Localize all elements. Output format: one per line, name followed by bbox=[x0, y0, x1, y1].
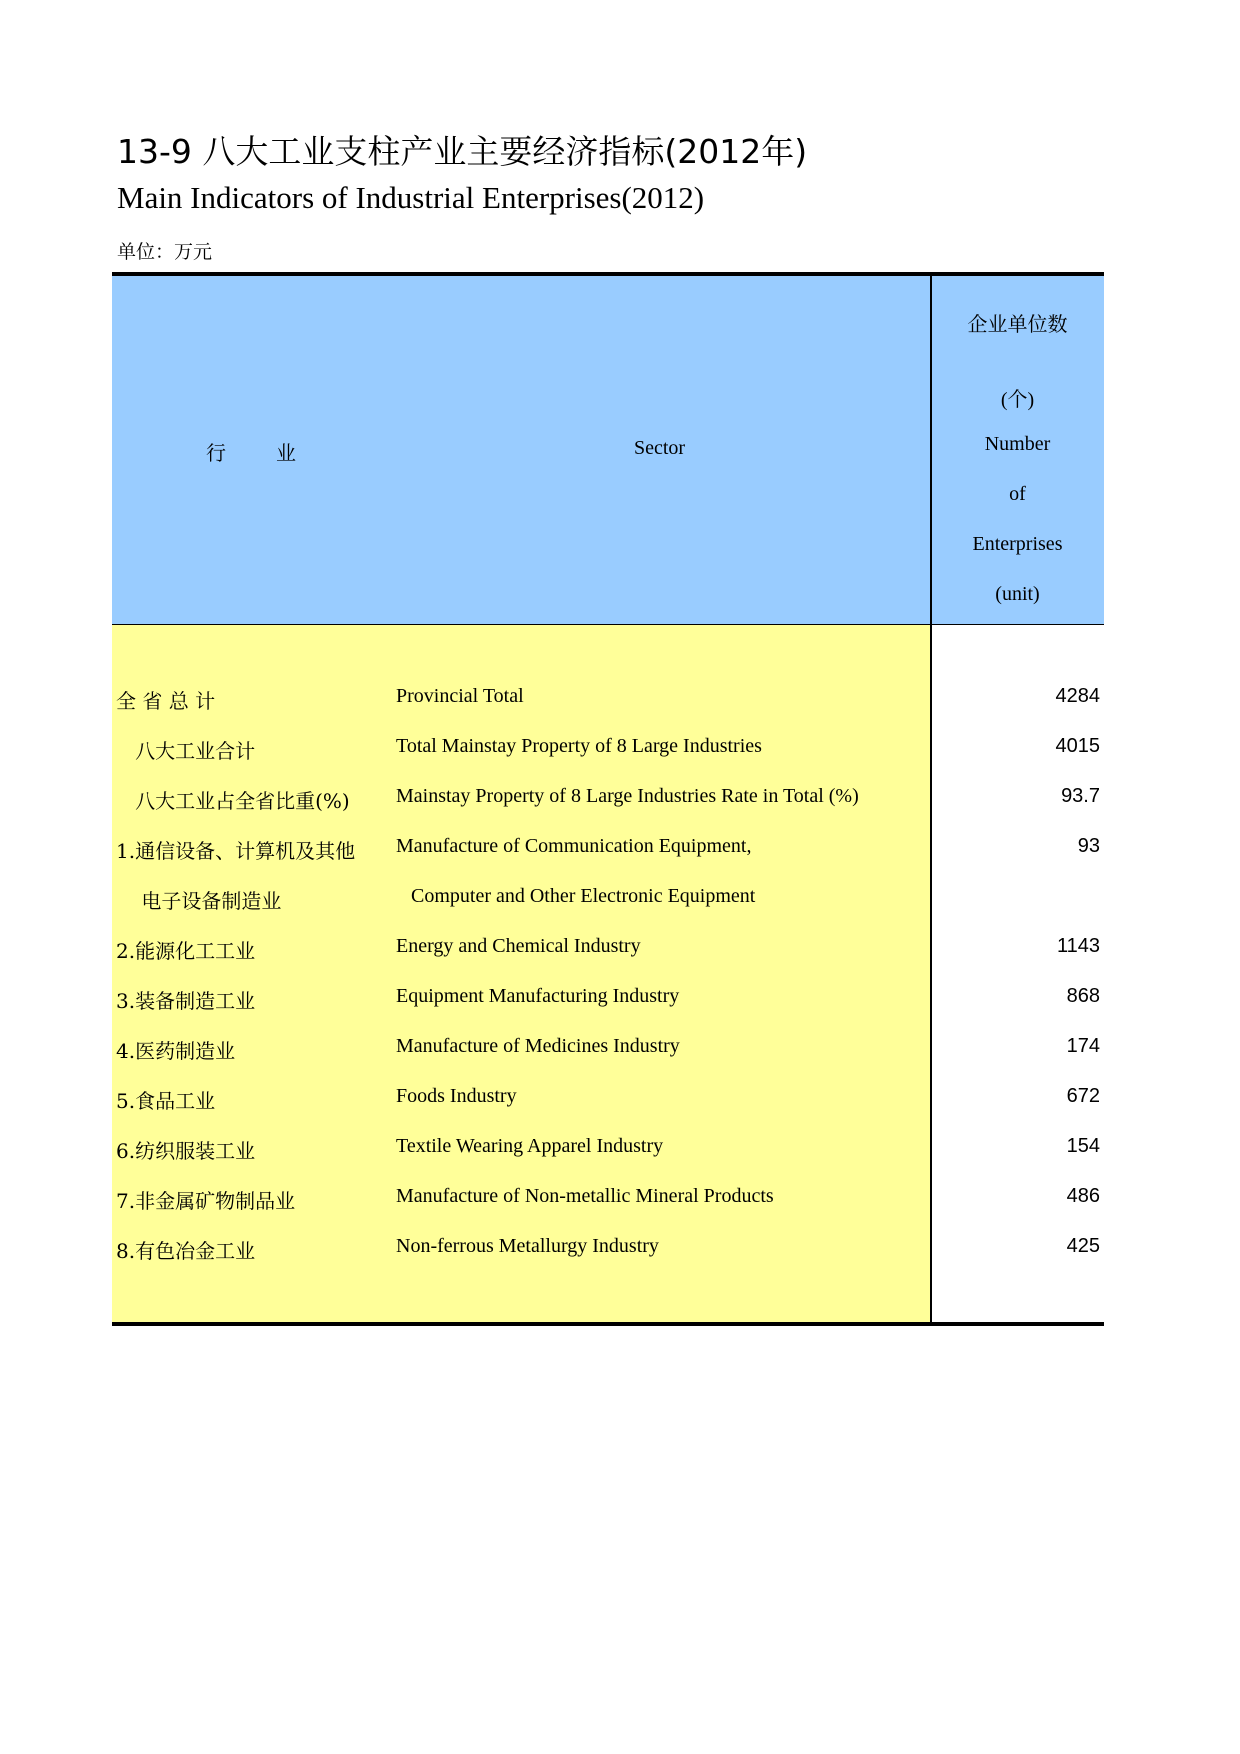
header-number-line: (unit) bbox=[995, 583, 1040, 605]
header-number-line: Enterprises bbox=[972, 533, 1063, 555]
row-enterprise-count: 486 bbox=[1066, 1185, 1100, 1207]
table-row bbox=[112, 1035, 1104, 1065]
table-row bbox=[112, 785, 1104, 815]
row-enterprise-count: 425 bbox=[1066, 1235, 1100, 1257]
row-enterprise-count: 4015 bbox=[1055, 735, 1100, 757]
row-sector-chinese: 6.纺织服装工业 bbox=[116, 1139, 256, 1163]
row-sector-chinese: 全 省 总 计 bbox=[116, 689, 216, 713]
row-enterprise-count: 4284 bbox=[1055, 685, 1100, 707]
row-enterprise-count: 1143 bbox=[1056, 935, 1100, 957]
table-row bbox=[112, 1185, 1104, 1215]
unit-label: 单位：万元 bbox=[117, 241, 213, 263]
row-sector-english: Equipment Manufacturing Industry bbox=[396, 985, 680, 1007]
row-sector-chinese: 八大工业合计 bbox=[116, 739, 256, 763]
header-number-line: 企业单位数 bbox=[967, 314, 1068, 336]
indicators-table bbox=[112, 272, 1104, 1326]
row-sector-english: Energy and Chemical Industry bbox=[396, 935, 641, 957]
row-sector-english: Manufacture of Medicines Industry bbox=[396, 1035, 680, 1057]
table-row bbox=[112, 885, 1104, 915]
row-sector-english: Manufacture of Non-metallic Mineral Products bbox=[396, 1185, 774, 1207]
table-row bbox=[112, 835, 1104, 865]
table-row bbox=[112, 735, 1104, 765]
page-title-english: Main Indicators of Industrial Enterprises(2012) bbox=[117, 180, 705, 215]
header-number-line: Number bbox=[984, 433, 1051, 455]
table-row bbox=[112, 935, 1104, 965]
table-bottom-rule bbox=[112, 1322, 1104, 1326]
table-body-shaded bbox=[112, 625, 930, 1322]
header-number-line: (个) bbox=[1000, 389, 1035, 411]
row-sector-english: Mainstay Property of 8 Large Industries Rate in Total (%) bbox=[396, 785, 859, 807]
table-row bbox=[112, 685, 1104, 715]
page-title-chinese: 13-9 八大工业支柱产业主要经济指标(2012年) bbox=[117, 132, 808, 171]
row-sector-english: Computer and Other Electronic Equipment bbox=[396, 885, 756, 907]
row-sector-english: Foods Industry bbox=[396, 1085, 517, 1107]
row-sector-chinese: 7.非金属矿物制品业 bbox=[116, 1189, 296, 1213]
row-sector-chinese: 八大工业占全省比重(%) bbox=[116, 789, 350, 813]
table-row bbox=[112, 1135, 1104, 1165]
row-sector-english: Non-ferrous Metallurgy Industry bbox=[396, 1235, 659, 1257]
row-enterprise-count: 93.7 bbox=[1061, 785, 1100, 807]
table-header-sector bbox=[112, 276, 930, 625]
row-sector-english: Textile Wearing Apparel Industry bbox=[396, 1135, 664, 1157]
header-sector-english: Sector bbox=[634, 437, 686, 459]
row-sector-chinese: 4.医药制造业 bbox=[116, 1039, 236, 1063]
header-number-line: of bbox=[1009, 483, 1026, 505]
row-sector-chinese: 2.能源化工工业 bbox=[116, 939, 256, 963]
row-sector-english: Manufacture of Communication Equipment, bbox=[396, 835, 752, 857]
table-row bbox=[112, 1235, 1104, 1265]
table-row bbox=[112, 985, 1104, 1015]
row-enterprise-count: 174 bbox=[1066, 1035, 1100, 1057]
row-sector-english: Provincial Total bbox=[396, 685, 524, 707]
row-enterprise-count: 154 bbox=[1066, 1135, 1100, 1157]
row-enterprise-count: 93 bbox=[1077, 835, 1100, 857]
header-sector-chinese: 行业 bbox=[206, 441, 346, 465]
row-enterprise-count: 868 bbox=[1066, 985, 1100, 1007]
table-row bbox=[112, 1085, 1104, 1115]
row-sector-chinese: 8.有色冶金工业 bbox=[116, 1239, 256, 1263]
row-sector-chinese: 3.装备制造工业 bbox=[116, 989, 256, 1013]
row-sector-english: Total Mainstay Property of 8 Large Industries bbox=[396, 735, 762, 757]
row-sector-chinese: 5.食品工业 bbox=[116, 1089, 216, 1113]
row-enterprise-count: 672 bbox=[1066, 1085, 1100, 1107]
row-sector-chinese: 1.通信设备、计算机及其他 bbox=[116, 839, 356, 863]
row-sector-chinese: 电子设备制造业 bbox=[116, 889, 282, 913]
